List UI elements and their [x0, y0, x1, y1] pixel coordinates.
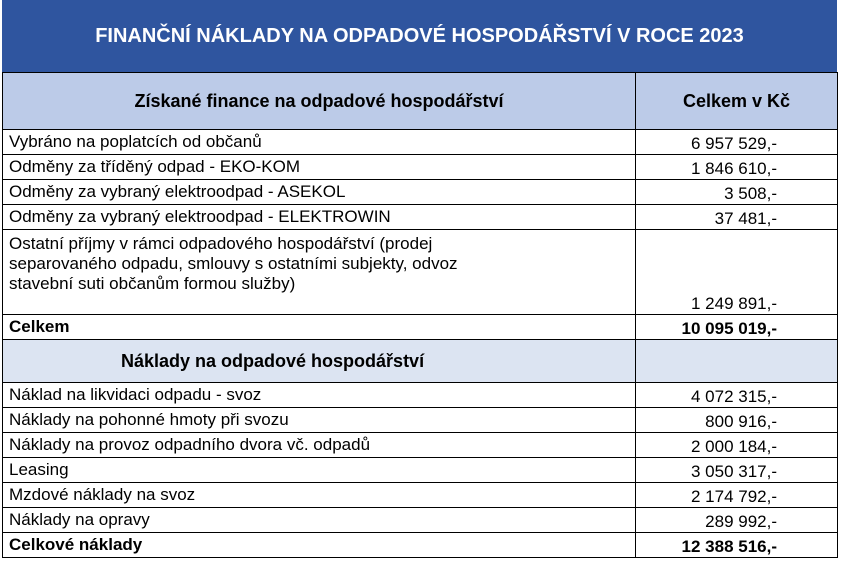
other-income-line-1: Ostatní příjmy v rámci odpadového hospodářství (prodej — [9, 234, 433, 253]
costs-total-label: Celkové náklady — [3, 533, 636, 558]
row-label: Vybráno na poplatcích od občanů — [3, 130, 636, 155]
row-value: 1 249 891,- — [636, 230, 838, 315]
report-title: FINANČNÍ NÁKLADY NA ODPADOVÉ HOSPODÁŘSTVÍ V ROCE 2023 — [2, 0, 837, 72]
row-label-multiline — [3, 230, 636, 315]
finance-report — [2, 0, 837, 580]
row-label: Náklady na provoz odpadního dvora vč. odpadů — [3, 433, 636, 458]
row-label: Odměny za vybraný elektroodpad - ELEKTROWIN — [3, 205, 636, 230]
other-income-line-3: stavební suti občanům formou služby) — [9, 274, 296, 293]
row-value: 2 174 792,- — [636, 483, 838, 508]
costs-total-value: 12 388 516,- — [636, 533, 838, 558]
row-label: Náklady na opravy — [3, 508, 636, 533]
table-row — [3, 408, 838, 433]
row-value: 4 072 315,- — [636, 383, 838, 408]
row-label: Náklady na pohonné hmoty při svozu — [3, 408, 636, 433]
row-value: 289 992,- — [636, 508, 838, 533]
income-total-value: 10 095 019,- — [636, 315, 838, 340]
row-label: Odměny za tříděný odpad - EKO-KOM — [3, 155, 636, 180]
costs-total-row — [3, 533, 838, 558]
table-row — [3, 180, 838, 205]
row-value: 2 000 184,- — [636, 433, 838, 458]
income-total-row — [3, 315, 838, 340]
table-row — [3, 205, 838, 230]
income-header-row — [3, 73, 838, 130]
value-column-header: Celkem v Kč — [636, 73, 838, 130]
income-section-header: Získané finance na odpadové hospodářství — [3, 73, 636, 130]
row-label: Leasing — [3, 458, 636, 483]
row-label: Náklad na likvidaci odpadu - svoz — [3, 383, 636, 408]
costs-header-empty — [636, 340, 838, 383]
costs-header-row — [3, 340, 838, 383]
table-row — [3, 383, 838, 408]
row-value: 1 846 610,- — [636, 155, 838, 180]
finance-table — [2, 72, 838, 558]
row-label: Odměny za vybraný elektroodpad - ASEKOL — [3, 180, 636, 205]
table-row — [3, 483, 838, 508]
income-total-label: Celkem — [3, 315, 636, 340]
row-value: 37 481,- — [636, 205, 838, 230]
table-row — [3, 433, 838, 458]
row-value: 3 050 317,- — [636, 458, 838, 483]
table-row — [3, 508, 838, 533]
table-row — [3, 458, 838, 483]
row-value: 6 957 529,- — [636, 130, 838, 155]
other-income-line-2: separovaného odpadu, smlouvy s ostatními subjekty, odvoz — [9, 254, 458, 273]
table-row — [3, 155, 838, 180]
row-value: 800 916,- — [636, 408, 838, 433]
table-row-other-income — [3, 230, 838, 315]
row-value: 3 508,- — [636, 180, 838, 205]
table-row — [3, 130, 838, 155]
costs-section-header: Náklady na odpadové hospodářství — [3, 340, 636, 383]
row-label: Mzdové náklady na svoz — [3, 483, 636, 508]
